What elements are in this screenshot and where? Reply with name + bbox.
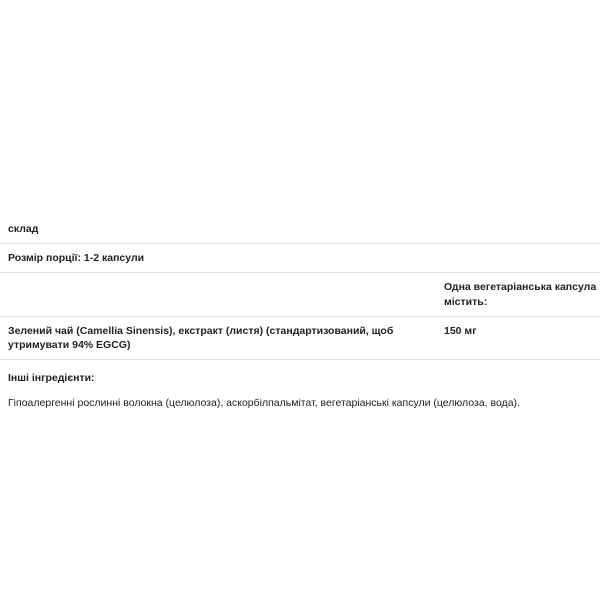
nutrient-name: Зелений чай (Camellia Sinensis), екстракт (листя) (стандартизований, щоб утримувати 94% EGCG) <box>0 316 436 359</box>
other-ingredients-label: Інші інгредієнти: <box>8 372 95 385</box>
amount-per-serving-header: Одна вегетаріанська капсула містить: <box>436 273 600 316</box>
amount-header-spacer <box>0 273 436 316</box>
supplement-facts-panel <box>0 215 600 411</box>
facts-title-spacer <box>436 215 600 244</box>
serving-size-label: Розмір порції: 1-2 капсули <box>0 244 436 273</box>
table-row-serving-size <box>0 244 600 273</box>
facts-title: склад <box>0 215 436 244</box>
serving-size-spacer <box>436 244 600 273</box>
supplement-facts-table <box>0 215 600 360</box>
table-row-title <box>0 215 600 244</box>
other-ingredients-text: Гіпоалергенні рослинні волокна (целюлоза), аскорбілпальмітат, вегетаріанські капсули (целюлоза, вода). <box>8 397 520 410</box>
table-row-amount-header <box>0 273 600 316</box>
table-row <box>0 316 600 359</box>
nutrient-amount: 150 мг <box>436 316 600 359</box>
